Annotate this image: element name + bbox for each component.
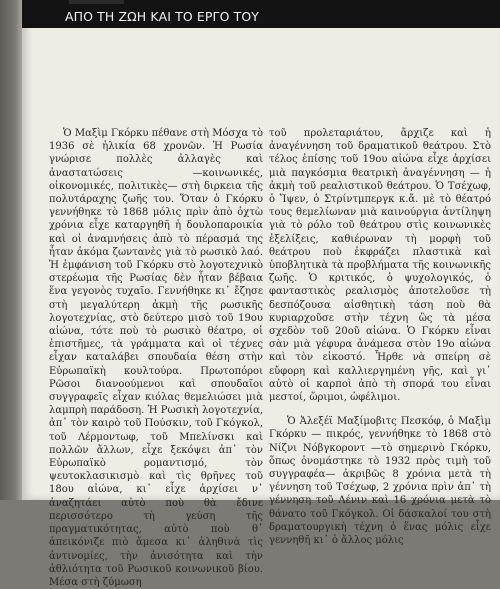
right-text-column xyxy=(269,127,491,547)
left-text-column xyxy=(49,127,263,589)
header-tab-mark xyxy=(69,0,124,4)
right-column-paragraph-2: Ὁ Ἀλεξέϊ Μαξίμοβιτς Πεσκόφ, ὁ Μαξὶμ Γκόρκυ — πικρός, γεννήθηκε τὸ 1868 στὸ Νίζνι Νόβγκοροντ —τὸ σημερινὸ Γκόρκυ, ὅπως ὀνομάστηκε τὸ 1932 πρὸς τιμὴ τοῦ συγγραφέα— ἀκριβῶς 8 χρόνια μετὰ τὴ γέννηση τοῦ Τσέχωφ, 2 χρόνια πρὶν ἀπ᾿ τὴ γέννηση τοῦ Λένιν καὶ 16 χρόνια μετὰ τὸ θάνατο τοῦ Γκόγκολ. Οἱ δάσκαλοί του στὴ δραματουργικὴ τέχνη ὁ ἕνας μόλις εἶχε γεννηθῆ κι᾿ ὁ ἄλλος μόλις xyxy=(269,416,491,547)
book-page xyxy=(22,0,500,588)
chapter-header-band xyxy=(22,0,500,28)
left-column-paragraph: Ὁ Μαξὶμ Γκόρκυ πέθανε στὴ Μόσχα τὸ 1936 σὲ ἡλικία 68 χρονῶν. Ἡ Ρωσία γνώρισε πολλὲς ἀλλαγὲς καὶ ἀναστατώσεις —κοινωνικές, οἰκονομικές, πολιτικὲς— στὴ διρκεια τῆς πολυτάραχης ζωῆς του. Ὅταν ὁ Γκόρκυ γεννήθηκε τὸ 1868 μόλις πρὶν ἀπὸ ὀχτὼ χρόνια εἶχε καταργηθῆ ἡ δουλοπαροικία καὶ οἱ ἀναμνήσεις ἀπὸ τὸ πέρασμά της ἦταν ἀκόμα ζωντανὲς γιὰ τὸ ρωσικὸ λαό. Ἡ ἐμφάνιση τοῦ Γκόρκυ στὸ λογοτεχνικὸ στερέωμα τῆς Ρωσίας δὲν ἦταν βέβαια ἕνα γεγονὸς τυχαῖο. Γεννήθηκε κι᾿ ἔζησε στὴ μεγαλύτερη ἀκμὴ τῆς ρωσικῆς λογοτεχνίας, στὸ δεύτερο μισὸ τοῦ 19ου αἰώνα, τότε ποὺ τὸ ρωσικὸ θέατρο, οἱ ἐπιστῆμες, τὰ γράμματα καὶ οἱ τέχνες εἶχαν καταλάβει σπουδαία θέση στὴν Εὐρωπαϊκὴ κουλτούρα. Πρωτοπόροι Ρῶσοι διανοούμενοι καὶ σπουδαῖοι συγγραφεῖς εἶχαν κιόλας θεμελιώσει μιὰ λαμπρὴ παράδοση. Ἡ Ρωσικὴ λογοτεχνία, ἀπ᾿ τὸν καιρὸ τοῦ Πούσκιν, τοῦ Γκόγκολ, τοῦ Λέρμοντωφ, τοῦ Μπελίνσκι καὶ πολλῶν ἄλλων, εἶχε ξεκόψει ἀπ᾿ τὸν Εὐρωπαϊκὸ ρομαντισμό, τὸν ψευτοκλασικισμὸ καὶ τὶς θρῆνες τοῦ 18ου αἰώνα, κι᾿ εἶχε ἀρχίσει ν᾿ ἀναζητάει αὐτὸ ποὺ θὰ ἔδινε περισσότερο τὴ γεύση τῆς πραγματικότητας, αὐτὸ ποὺ θ᾿ ἀπεικόνιζε πιὸ ἄμεσα κι᾿ ἀληθινὰ τὶς ἀντινομίες, τὴν ἀνισότητα καὶ τὴν ἀθλιότητα τοῦ Ρωσικοῦ κοινωνικοῦ βίου. Μέσα στὴ ζύμωση xyxy=(49,128,263,588)
chapter-title: ΑΠΟ ΤΗ ΖΩΗ ΚΑΙ ΤΟ ΕΡΓΟ ΤΟΥ xyxy=(65,9,260,24)
right-column-paragraph-1: τοῦ προλεταριάτου, ἄρχιζε καὶ ἡ ἀναγέννηση τοῦ δραματικοῦ θεάτρου. Στὸ τέλος ἐπίσης τοῦ 19ου αἰώνα εἶχε ἀρχίσει μιὰ παγκόσμια θεατρικὴ ἀναγέννηση — ἡ ἀκμὴ τοῦ ρεαλιστικοῦ θεάτρου. Ὁ Τσέχωφ, ὁ Ἴψεν, ὁ Στρίντμπεργκ κ.ἄ. μὲ τὸ θέατρό τους θεμελίωναν μιὰ καινούργια ἀντίληψη γιὰ τὸ ρόλο τοῦ θεάτρου στὶς κοινωνικὲς ἐξελίξεις, καθιέρωναν τὴ μορφὴ τοῦ θεάτρου ποὺ ἐκφράζει πλαστικὰ καὶ ὑποβλητικὰ τὰ προβλήματα τῆς κοινωνικῆς ζωῆς. Ὁ κριτικός, ὁ ψυχολογικός, ὁ φανταστικὸς ρεαλισμὸς ἀποτελοῦσε τὴ δεσπόζουσα αἰσθητικὴ τάση ποὺ θὰ κυριαρχοῦσε στὴν τέχνη ὣς τὰ μέσα σχεδὸν τοῦ 20οῦ αἰώνα. Ὁ Γκόρκυ εἶναι σὰν μιὰ γέφυρα ἀνάμεσα στὸν 19ο αἰώνα καὶ τὸν εἰκοστό. Ἦρθε νὰ σπείρη σὲ εὔφορη καὶ καλλιεργημένη γῆς, καὶ γι᾿ αὐτὸ οἱ καρποὶ ἀπὸ τὴ σπορά του εἶναι μεστοί, ὥριμοι, ὠφέλιμοι. xyxy=(269,128,491,404)
